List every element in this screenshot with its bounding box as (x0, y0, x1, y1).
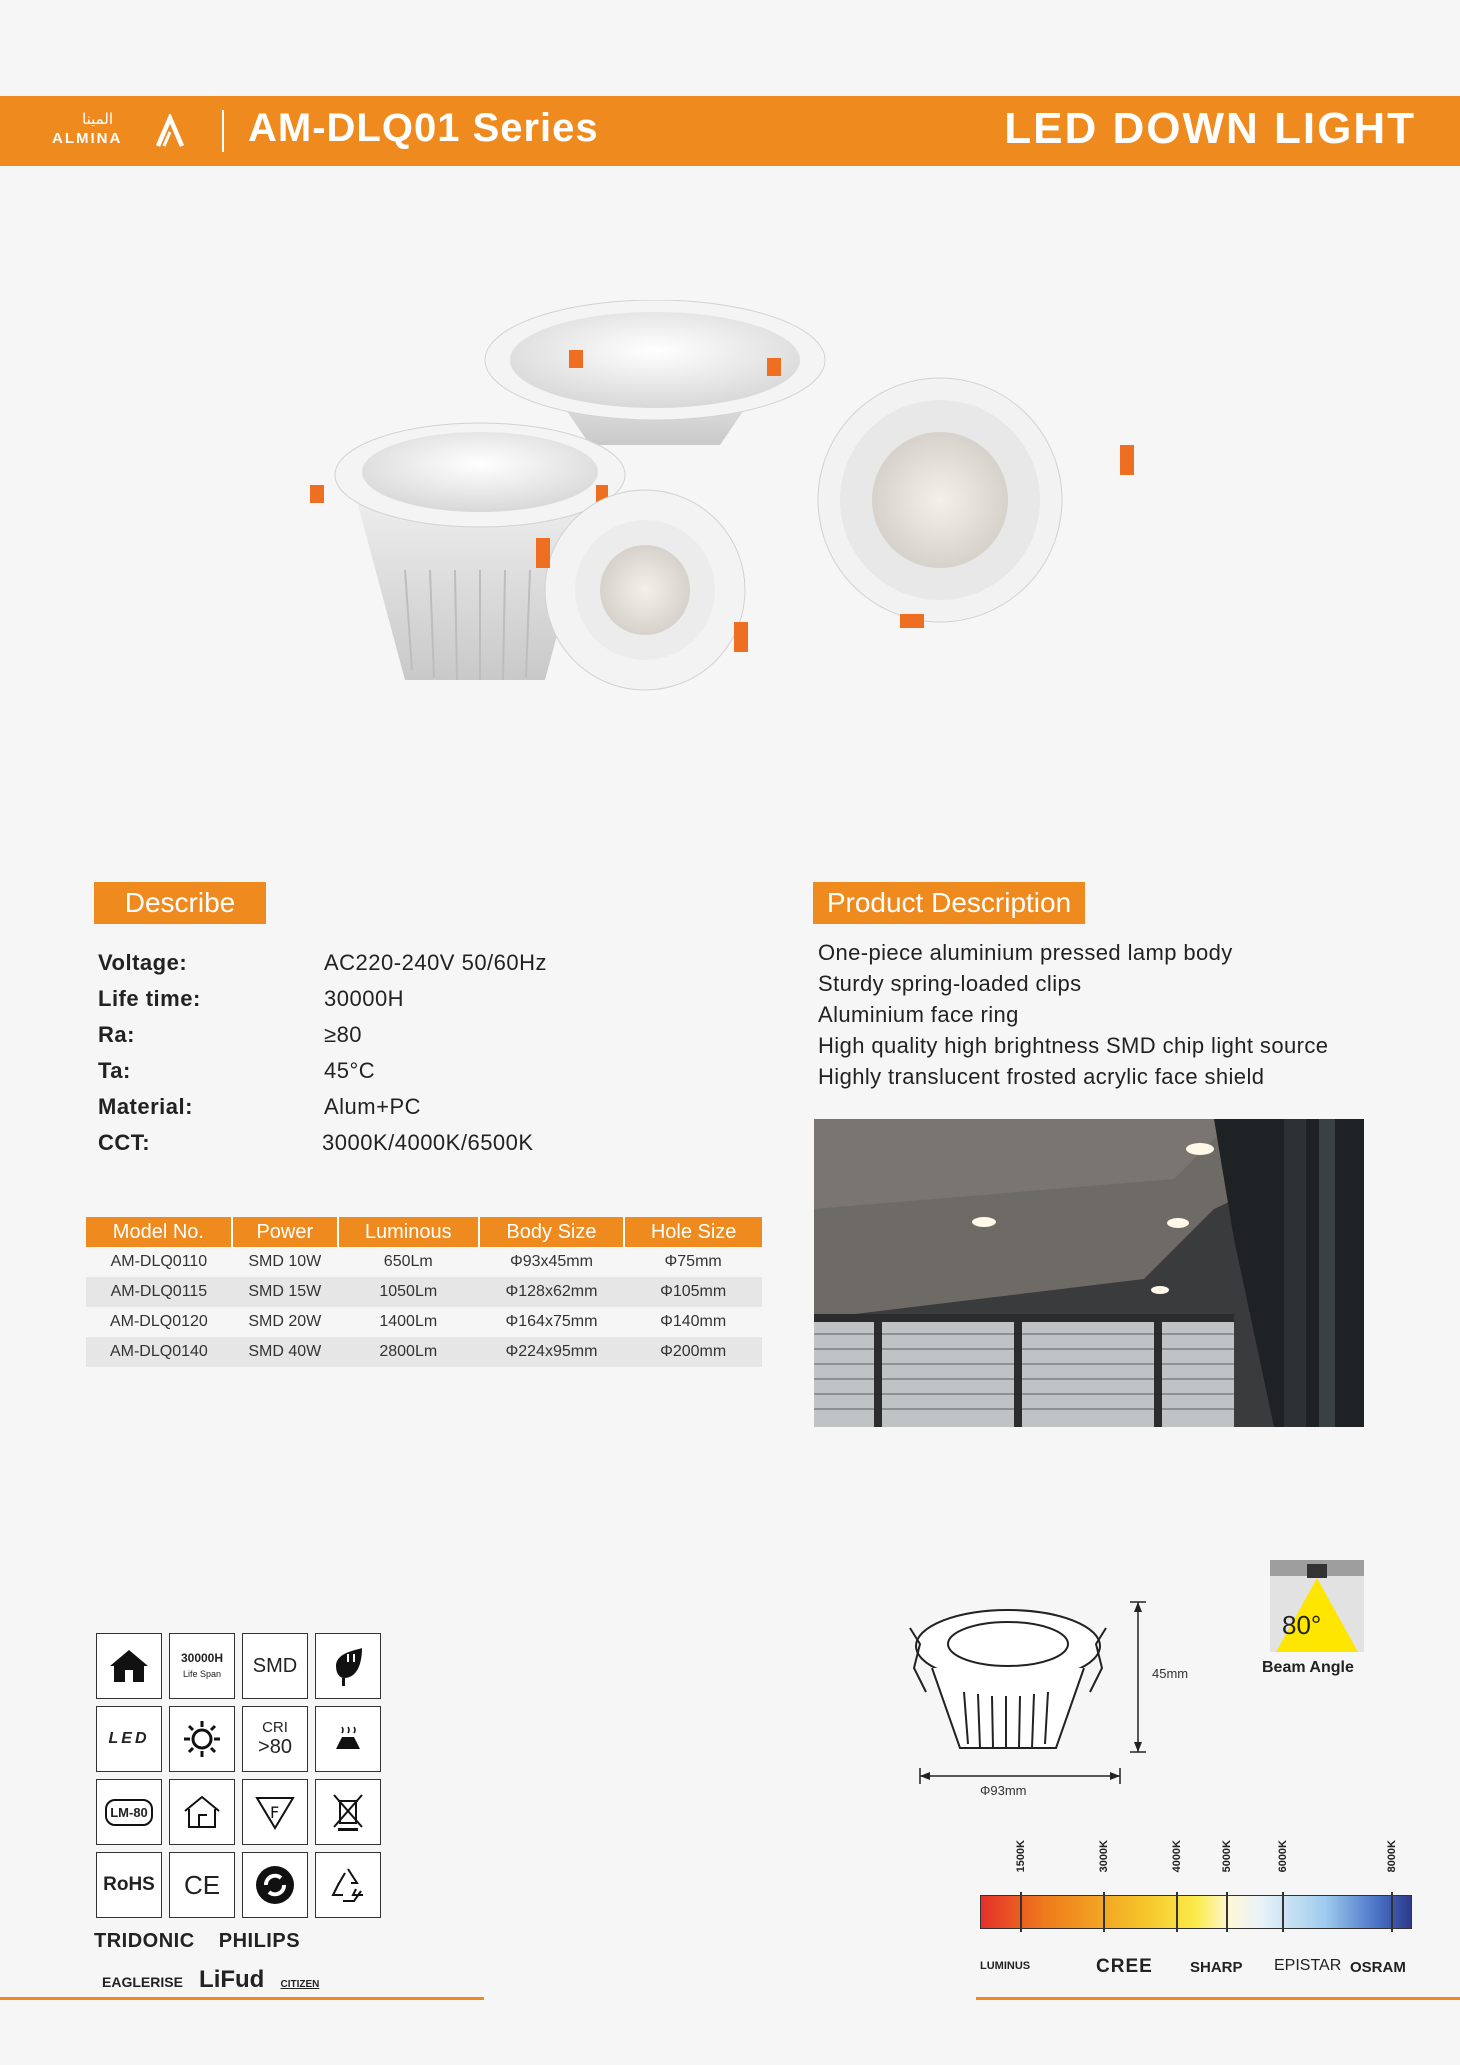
cct-tick (1282, 1892, 1284, 1932)
cct-tick-label: 3000K (1098, 1840, 1110, 1873)
column-header: Body Size (479, 1217, 625, 1247)
table-cell: Φ164x75mm (505, 1313, 598, 1330)
beam-angle-value: 80° (1282, 1610, 1322, 1640)
spec-row (98, 1022, 778, 1058)
product-photo (310, 300, 1150, 720)
spec-value: 45°C (324, 1058, 376, 1083)
driver-partners (94, 1930, 300, 1953)
eco-plug-icon (315, 1633, 381, 1699)
ce-mark-icon (169, 1852, 235, 1918)
driver-partners-secondary (102, 1966, 319, 1994)
product-description-heading: Product Description (813, 882, 1085, 924)
feature-icon-grid (96, 1633, 386, 1923)
table-row (86, 1337, 762, 1367)
table-row (86, 1247, 762, 1277)
table-cell: AM-DLQ0110 (110, 1253, 208, 1270)
table-cell: Φ93x45mm (509, 1253, 593, 1270)
home-outline-icon (169, 1779, 235, 1845)
partner-citizen: CITIZEN (280, 1979, 320, 1990)
list-item: Sturdy spring-loaded clips (818, 971, 1082, 996)
spec-value: 3000K/4000K/6500K (322, 1130, 534, 1155)
table-cell: 1400Lm (379, 1313, 438, 1330)
cri-value: >80 (258, 1736, 292, 1758)
recycle-icon (315, 1852, 381, 1918)
led-label: LED (108, 1730, 150, 1747)
brand-cree: CREE (1096, 1956, 1153, 1977)
spec-label: Material: (98, 1094, 193, 1119)
column-header: Power (232, 1217, 338, 1247)
spec-value: Alum+PC (324, 1094, 422, 1119)
spec-row (98, 1058, 778, 1094)
weee-bin-icon (315, 1779, 381, 1845)
lifespan-icon (169, 1633, 235, 1699)
cct-tick-label: 5000K (1221, 1840, 1233, 1873)
series-title: AM-DLQ01 Series (248, 106, 599, 150)
dimension-drawing (890, 1588, 1190, 1798)
spec-row (98, 1130, 778, 1166)
spec-label: Life time: (98, 986, 201, 1011)
spec-row (98, 986, 778, 1022)
product-description-list (818, 940, 1378, 1095)
brand-epistar: EPISTAR (1274, 1957, 1342, 1974)
table-cell: SMD 40W (232, 1337, 338, 1367)
spec-row (98, 1094, 778, 1130)
cct-tick-label: 1500K (1015, 1840, 1027, 1873)
column-header: Hole Size (624, 1217, 762, 1247)
column-header: Model No. (86, 1217, 232, 1247)
header-divider (222, 110, 224, 152)
header-bar (0, 96, 1460, 166)
spec-label: Ra: (98, 1022, 135, 1047)
table-cell: Φ128x62mm (479, 1277, 625, 1307)
brand-luminus: LUMINUS (980, 1960, 1031, 1972)
table-cell: 1050Lm (338, 1277, 479, 1307)
spec-label: CCT: (98, 1130, 151, 1155)
spec-label: Voltage: (98, 950, 188, 975)
indoor-use-icon (96, 1633, 162, 1699)
spec-value: AC220-240V 50/60Hz (324, 950, 548, 975)
cct-tick (1103, 1892, 1105, 1932)
cct-tick-label: 6000K (1277, 1840, 1289, 1873)
table-cell: Φ200mm (624, 1337, 762, 1367)
rohs-icon (96, 1852, 162, 1918)
dimension-height: 45mm (1152, 1666, 1189, 1681)
table-cell: SMD 15W (232, 1277, 338, 1307)
cct-tick (1176, 1892, 1178, 1932)
lm80-badge-icon (96, 1779, 162, 1845)
partner-eaglerise: EAGLERISE (102, 1974, 183, 1990)
svg-text:F: F (270, 1803, 280, 1822)
describe-heading: Describe (94, 882, 266, 924)
heat-dissipation-icon (315, 1706, 381, 1772)
lifespan-label: Life Span (182, 1669, 221, 1679)
lm80-label: LM-80 (105, 1799, 153, 1826)
table-cell: AM-DLQ0140 (86, 1337, 232, 1367)
table-header-row (86, 1217, 762, 1247)
smd-label: SMD (252, 1654, 298, 1677)
spec-value: 30000H (324, 986, 405, 1011)
list-item: Highly translucent frosted acrylic face shield (818, 1064, 1265, 1089)
lifespan-value: 30000H (180, 1651, 224, 1665)
table-cell: 650Lm (383, 1253, 433, 1270)
cct-scale (980, 1840, 1412, 1920)
brand-sharp: SHARP (1190, 1959, 1243, 1976)
led-icon (96, 1706, 162, 1772)
partner-lifud: LiFud (199, 1966, 265, 1993)
cct-color-bar (980, 1895, 1412, 1929)
list-item: High quality high brightness SMD chip light source (818, 1033, 1329, 1058)
table-cell: Φ224x95mm (479, 1337, 625, 1367)
dimension-width: Φ93mm (980, 1783, 1027, 1798)
rohs-label: RoHS (103, 1874, 155, 1895)
list-item: One-piece aluminium pressed lamp body (818, 940, 1233, 965)
brand-name-arabic: المينا (82, 110, 114, 128)
installation-photo (814, 1119, 1364, 1427)
ce-label: CE (183, 1869, 221, 1900)
cct-tick-label: 4000K (1171, 1840, 1183, 1873)
footer-rule-left (0, 1997, 484, 2000)
table-row (86, 1277, 762, 1307)
list-item: Aluminium face ring (818, 1002, 1019, 1027)
table-cell: 2800Lm (338, 1337, 479, 1367)
spec-row (98, 950, 778, 986)
cct-tick (1391, 1892, 1393, 1932)
cri-label: CRI (262, 1719, 288, 1736)
model-table (86, 1217, 762, 1367)
brand-name: ALMINA (52, 130, 123, 147)
table-cell: AM-DLQ0115 (86, 1277, 232, 1307)
table-row (86, 1307, 762, 1337)
cct-tick (1226, 1892, 1228, 1932)
brightness-icon (169, 1706, 235, 1772)
spec-value: ≥80 (324, 1022, 363, 1047)
brand-logo-block (52, 108, 202, 154)
table-cell: AM-DLQ0120 (109, 1313, 208, 1330)
cct-tick (1020, 1892, 1022, 1932)
brand-osram: OSRAM (1350, 1959, 1406, 1976)
spec-list (98, 950, 778, 1166)
table-cell: SMD 10W (248, 1253, 322, 1270)
table-cell: SMD 20W (248, 1313, 322, 1330)
column-header: Luminous (338, 1217, 479, 1247)
cct-tick-label: 8000K (1386, 1840, 1398, 1873)
footer-rule-right (976, 1997, 1460, 2000)
partner-tridonic: TRIDONIC (94, 1930, 195, 1952)
almina-logo-icon (154, 114, 186, 148)
table-cell: Φ75mm (664, 1253, 722, 1270)
cri-icon (242, 1706, 308, 1772)
smd-icon (242, 1633, 308, 1699)
product-type-title: LED DOWN LIGHT (1004, 104, 1416, 153)
green-dot-icon (242, 1852, 308, 1918)
table-cell: Φ105mm (624, 1277, 762, 1307)
partner-philips: PHILIPS (218, 1930, 301, 1952)
spec-label: Ta: (98, 1058, 131, 1083)
f-mark-icon (242, 1779, 308, 1845)
table-cell: Φ140mm (660, 1313, 727, 1330)
beam-angle-label: Beam Angle (1262, 1659, 1354, 1676)
chip-brand-logos (980, 1956, 1412, 1984)
